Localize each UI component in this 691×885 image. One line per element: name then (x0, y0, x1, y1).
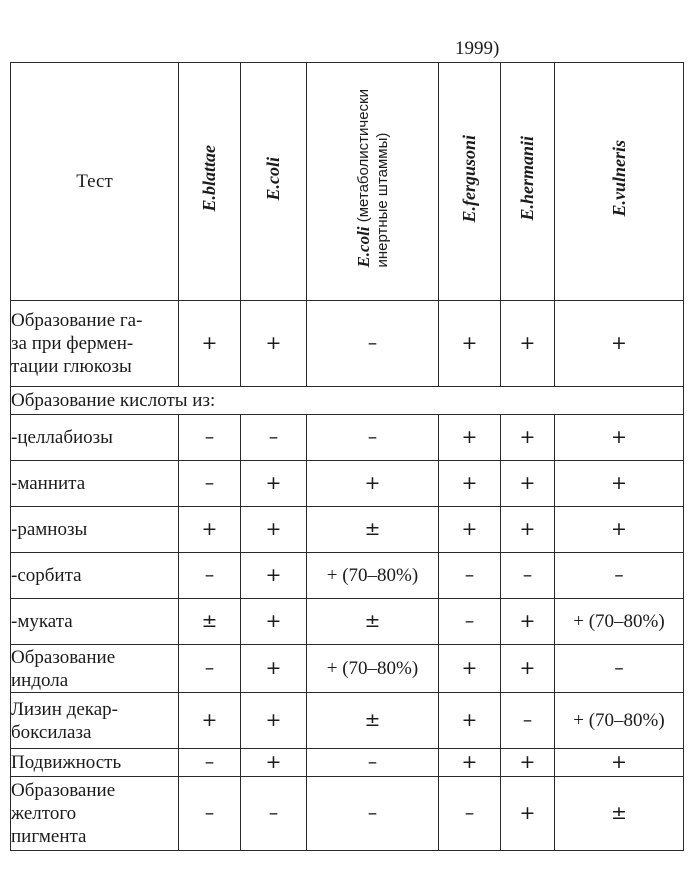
result-cell: + (501, 749, 555, 777)
result-cell: – (307, 301, 439, 387)
test-column-header: Тест (11, 63, 179, 301)
differentiation-table (10, 62, 684, 851)
test-label-line: Образование га- (11, 310, 143, 331)
species-name: E.coli (263, 156, 283, 201)
result-cell: + (241, 553, 307, 599)
test-label-line: Образование (11, 646, 116, 668)
test-label-line: Подвижность (11, 752, 122, 773)
result-cell: + (555, 749, 684, 777)
column-header-e-blattae (179, 63, 241, 301)
test-label-line: за при фермен- (11, 333, 134, 354)
result-cell: + (501, 777, 555, 851)
result-cell: + (439, 461, 501, 507)
table-row (11, 507, 684, 553)
result-cell: – (439, 599, 501, 645)
column-header-e-vulneris (555, 63, 684, 301)
result-cell: + (70–80%) (555, 693, 684, 749)
species-name: E.hermanii (517, 136, 537, 221)
species-note-line1: (метаболистически (354, 89, 372, 223)
test-label-line: желтого (11, 803, 77, 824)
result-cell: + (241, 693, 307, 749)
result-cell: + (501, 301, 555, 387)
result-cell: – (555, 645, 684, 693)
test-label (11, 415, 179, 461)
test-label (11, 301, 179, 387)
table-row (11, 415, 684, 461)
table-row (11, 461, 684, 507)
result-cell: – (241, 415, 307, 461)
result-cell: ± (307, 507, 439, 553)
result-cell: – (307, 777, 439, 851)
table-row (11, 553, 684, 599)
result-cell: + (241, 507, 307, 553)
result-cell: + (555, 301, 684, 387)
test-label-line: Образование (11, 780, 116, 801)
result-cell: – (439, 553, 501, 599)
result-cell: + (439, 301, 501, 387)
result-cell: ± (179, 599, 241, 645)
result-cell: – (179, 777, 241, 851)
test-label-line: -муката (11, 611, 73, 632)
result-cell: – (501, 693, 555, 749)
result-cell: + (439, 507, 501, 553)
species-note-line2: инертные штаммы) (373, 132, 391, 268)
result-cell: – (179, 645, 241, 693)
result-cell: + (439, 415, 501, 461)
test-label-line: боксилаза (11, 721, 92, 743)
result-cell: – (179, 415, 241, 461)
result-cell: + (241, 461, 307, 507)
test-label (11, 693, 179, 749)
result-cell: + (241, 749, 307, 777)
species-name-with-note (354, 89, 392, 268)
result-cell: + (179, 301, 241, 387)
result-cell: + (501, 415, 555, 461)
result-cell: + (501, 599, 555, 645)
column-header-e-coli-inert (307, 63, 439, 301)
result-cell: – (179, 461, 241, 507)
result-cell: + (439, 749, 501, 777)
table-row (11, 693, 684, 749)
result-cell: + (241, 599, 307, 645)
table-body (11, 301, 684, 851)
test-label (11, 777, 179, 851)
result-cell: + (439, 645, 501, 693)
test-label-line: тации глюкозы (11, 356, 132, 377)
result-cell: ± (307, 693, 439, 749)
result-cell: – (307, 415, 439, 461)
test-label (11, 461, 179, 507)
table-row (11, 301, 684, 387)
section-row (11, 387, 684, 415)
test-label-line: -маннита (11, 473, 86, 494)
result-cell: + (501, 461, 555, 507)
table-row (11, 645, 684, 693)
result-cell: + (179, 693, 241, 749)
test-label-line: пигмента (11, 826, 87, 847)
test-label-line: индола (11, 669, 69, 691)
result-cell: – (307, 749, 439, 777)
table-row (11, 749, 684, 777)
table-row (11, 777, 684, 851)
species-name: E.coli (353, 226, 373, 268)
species-name: E.blattae (199, 145, 219, 212)
test-label (11, 553, 179, 599)
result-cell: + (241, 645, 307, 693)
column-header-e-coli (241, 63, 307, 301)
column-header-e-fergusoni (439, 63, 501, 301)
result-cell: – (501, 553, 555, 599)
result-cell: – (439, 777, 501, 851)
result-cell: + (555, 507, 684, 553)
section-label: Образование кислоты из: (11, 387, 684, 415)
column-header-e-hermanii (501, 63, 555, 301)
year-fragment: 1999) (455, 38, 500, 59)
table-row (11, 599, 684, 645)
result-cell: ± (555, 777, 684, 851)
test-label-line: -сорбита (11, 565, 82, 586)
result-cell: + (241, 301, 307, 387)
species-name: E.fergusoni (459, 134, 479, 223)
result-cell: + (555, 415, 684, 461)
result-cell: – (179, 553, 241, 599)
result-cell: + (70–80%) (307, 645, 439, 693)
result-cell: + (307, 461, 439, 507)
result-cell: + (501, 645, 555, 693)
test-label (11, 645, 179, 693)
header-row (11, 63, 684, 301)
test-label-line: -целлабиозы (11, 427, 113, 448)
result-cell: + (70–80%) (555, 599, 684, 645)
species-name: E.vulneris (608, 140, 629, 217)
test-label-line: -рамнозы (11, 519, 88, 540)
result-cell: + (179, 507, 241, 553)
result-cell: – (241, 777, 307, 851)
result-cell: + (501, 507, 555, 553)
result-cell: ± (307, 599, 439, 645)
test-label-line: Лизин декар- (11, 698, 118, 720)
result-cell: + (70–80%) (307, 553, 439, 599)
result-cell: – (179, 749, 241, 777)
test-label (11, 599, 179, 645)
result-cell: – (555, 553, 684, 599)
test-label (11, 749, 179, 777)
result-cell: + (555, 461, 684, 507)
test-label (11, 507, 179, 553)
result-cell: + (439, 693, 501, 749)
